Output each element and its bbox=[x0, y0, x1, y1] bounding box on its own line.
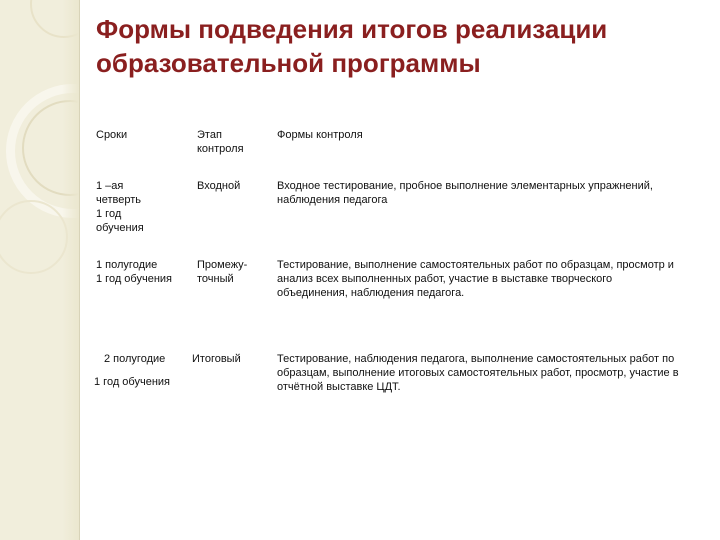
row-1-terms bbox=[96, 179, 166, 235]
header-stage: Этап контроля bbox=[197, 129, 244, 155]
row-3-forms: Тестирование, наблюдения педагога, выполнение самостоятельных работ по образцам, выполнение итоговых самостоятельных работ, просмотр, участие в отчётной выставке ЦДТ. bbox=[277, 353, 679, 393]
row-2-forms: Тестирование, выполнение самостоятельных работ по образцам, просмотр и анализ всех выполненных работ, участие в выставке творческого объединения, наблюдения педагога. bbox=[277, 259, 674, 299]
header-terms: Сроки bbox=[96, 129, 128, 141]
row-3-terms-extra: 1 год обучения bbox=[94, 376, 170, 388]
row-2-terms-text: 1 полугодие 1 год обучения bbox=[96, 259, 172, 285]
row-3-terms: 2 полугодие bbox=[104, 353, 166, 365]
header-forms: Формы контроля bbox=[277, 129, 363, 141]
row-1-stage: Входной bbox=[197, 180, 241, 192]
row-3-stage: Итоговый bbox=[192, 353, 241, 365]
row-1-forms: Входное тестирование, пробное выполнение элементарных упражнений, наблюдения педагога bbox=[277, 180, 653, 206]
slide-title: Формы подведения итогов реализации образовательной программы bbox=[96, 14, 608, 78]
row-2-stage: Промежу-точный bbox=[197, 259, 248, 285]
row-1-terms-text: 1 –ая четверть 1 год обучения bbox=[96, 180, 144, 234]
row-2-terms bbox=[96, 258, 178, 286]
